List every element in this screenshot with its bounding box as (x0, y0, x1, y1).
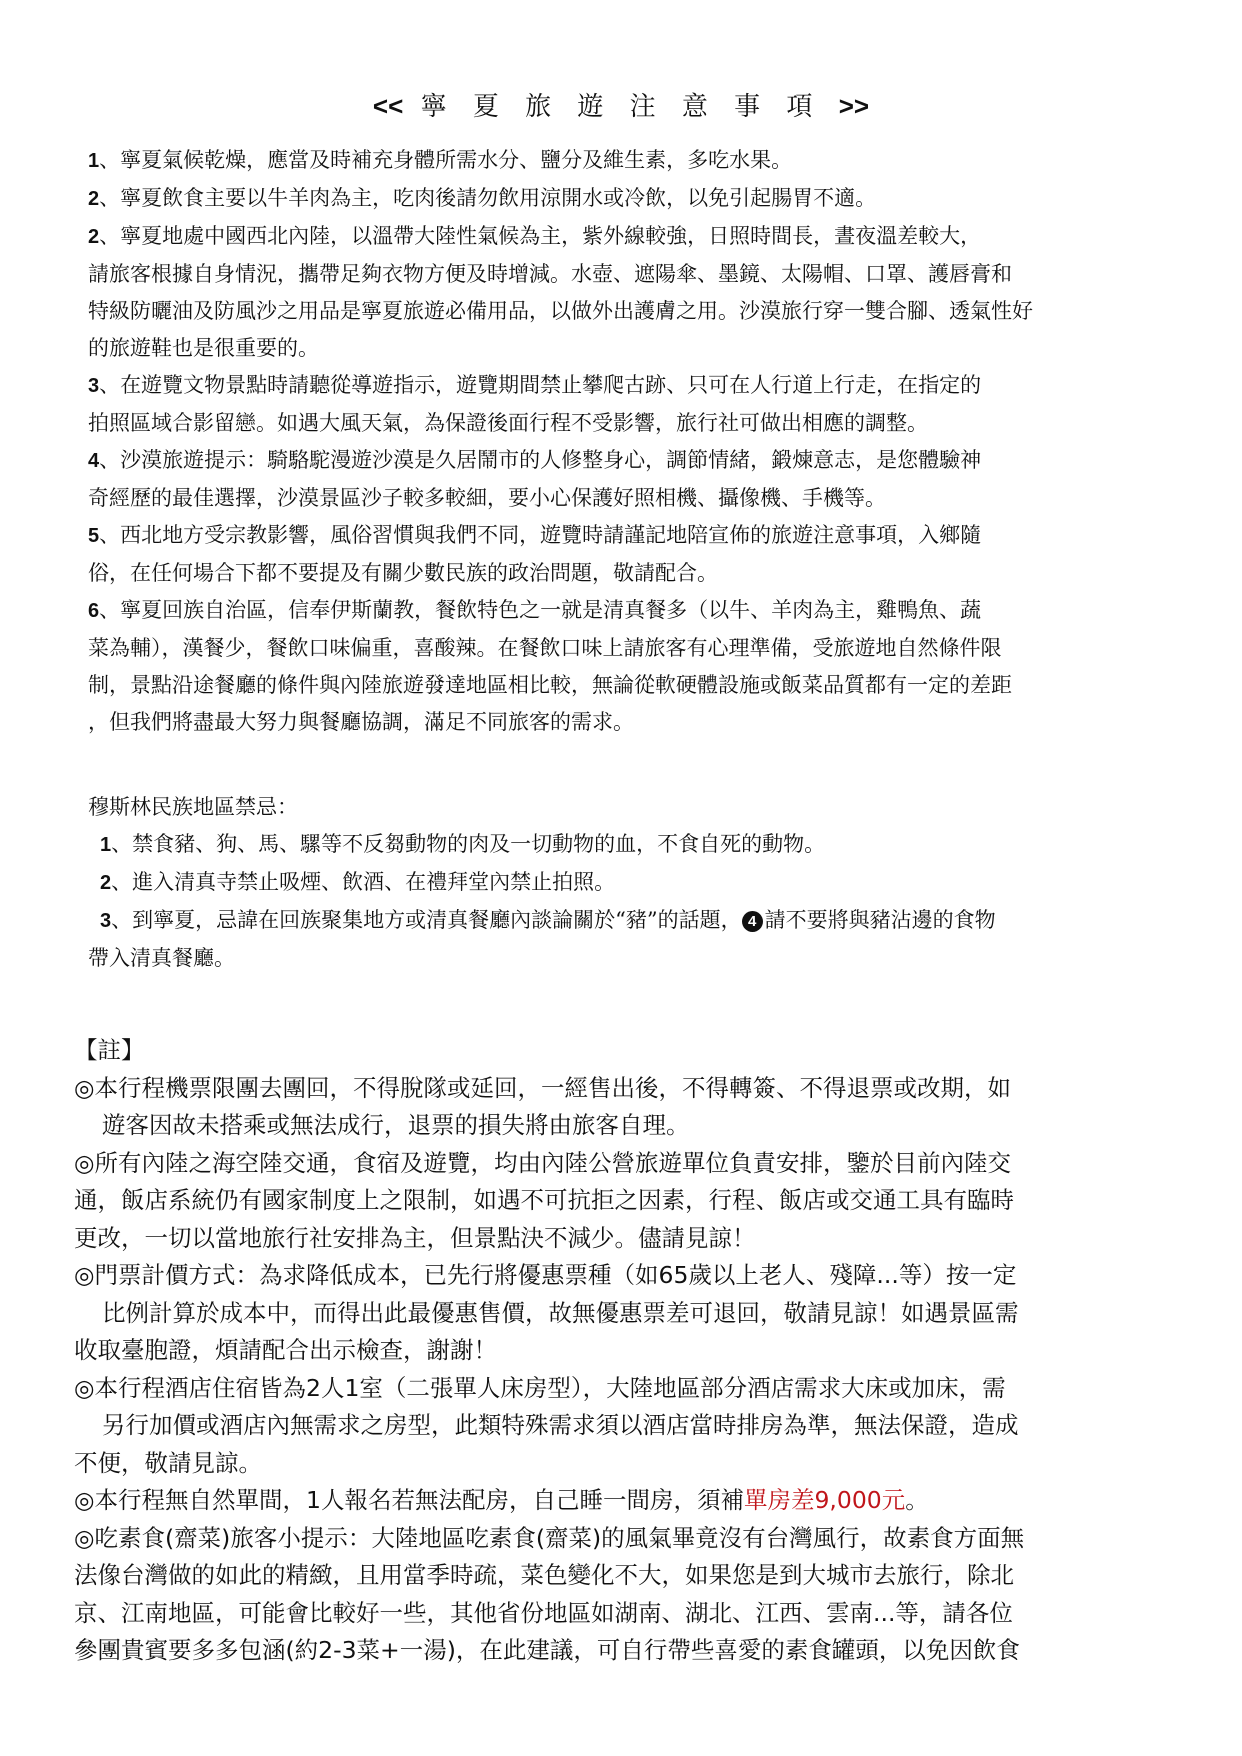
notice-number: 1 (88, 150, 100, 172)
remark-line: ◎所有內陸之海空陸交通，食宿及遊覽，均由內陸公營旅遊單位負責安排，鑒於目前內陸交 (74, 1148, 1012, 1177)
circled-number-badge: 4 (742, 911, 763, 932)
vegetarian-remark: ◎吃素食(齋菜)旅客小提示：大陸地區吃素食(齋菜)的風氣畢竟沒有台灣風行，故素食方面無 (74, 1523, 1025, 1552)
taboo-number: 3 (100, 910, 112, 932)
notice-continuation: 拍照區域合影留戀。如遇大風天氣，為保證後面行程不受影響，旅行社可做出相應的調整。 (88, 411, 928, 435)
notice-text: 、寧夏氣候乾燥，應當及時補充身體所需水分、鹽分及維生素，多吃水果。 (99, 148, 793, 172)
taboo-text-continued: 請不要將與豬沾邊的食物 (764, 908, 996, 932)
notice-item (88, 592, 1178, 630)
remark-line: 收取臺胞證，煩請配合出示檢查，謝謝！ (74, 1336, 497, 1364)
notice-number: 5 (88, 525, 100, 547)
taboo-text: 、到寧夏，忌諱在回族聚集地方或清真餐廳內談論關於“豬”的話題， (111, 908, 742, 932)
remark-line: ◎本行程機票限團去團回，不得脫隊或延回，一經售出後，不得轉簽、不得退票或改期，如 (74, 1073, 1012, 1102)
notice-continuation: 請旅客根據自身情況，攜帶足夠衣物方便及時增減。水壺、遮陽傘、墨鏡、太陽帽、口罩、護唇膏和 (88, 262, 1012, 286)
notice-number: 3 (88, 375, 100, 397)
taboo-item (88, 864, 1178, 902)
vegetarian-remark: 法像台灣做的如此的精緻，且用當季時疏，菜色變化不大，如果您是到大城市去旅行，除北 (74, 1561, 1014, 1589)
notice-continuation: 菜為輔），漢餐少，餐飲口味偏重，喜酸辣。在餐飲口味上請旅客有心理準備，受旅遊地自然條件限 (88, 636, 1002, 660)
taboo-number: 2 (100, 872, 112, 894)
notice-continuation: ，但我們將盡最大努力與餐廳協調，滿足不同旅客的需求。 (88, 710, 634, 734)
notice-continuation: 特級防曬油及防風沙之用品是寧夏旅遊必備用品，以做外出護膚之用。沙漠旅行穿一雙合腳、透氣性好 (88, 299, 1033, 323)
title-open-marker: << (372, 91, 404, 121)
travel-notices (88, 142, 1178, 977)
section-spacer (88, 741, 1178, 789)
remarks-heading: 【註】 (74, 1036, 145, 1064)
taboo-number: 1 (100, 834, 112, 856)
remark-line: 比例計算於成本中，而得出此最優惠售價，故無優惠票差可退回，敬請見諒！如遇景區需 (102, 1298, 1019, 1327)
notice-item (88, 517, 1178, 555)
taboo-text: 、禁食豬、狗、馬、騾等不反芻動物的肉及一切動物的血，不食自死的動物。 (111, 832, 826, 856)
single-room-text: ◎本行程無自然單間，1人報名若無法配房，自己睡一間房，須補 (74, 1486, 744, 1514)
notice-text: 、寧夏飲食主要以牛羊肉為主，吃肉後請勿飲用涼開水或冷飲，以免引起腸胃不適。 (99, 186, 877, 210)
single-room-remark (74, 1482, 1184, 1520)
muslim-heading: 穆斯林民族地區禁忌： (88, 795, 298, 819)
remark-line: ◎門票計價方式：為求降低成本，已先行將優惠票種（如65歲以上老人、殘障...等）按一定 (74, 1261, 1017, 1289)
taboo-item (88, 826, 1178, 864)
taboo-item (88, 902, 1178, 940)
remark-line: 不便，敬請見諒。 (74, 1448, 262, 1477)
notice-text: 、在遊覽文物景點時請聽從導遊指示，遊覽期間禁止攀爬古跡、只可在人行道上行走，在指定的 (99, 373, 982, 397)
remarks-section (74, 1032, 1184, 1670)
notice-item (88, 218, 1178, 256)
muslim-taboos (88, 789, 1178, 977)
notice-continuation: 的旅遊鞋也是很重要的。 (88, 336, 319, 360)
notice-number: 2 (88, 188, 100, 210)
notice-number: 4 (88, 450, 100, 472)
notice-continuation: 制，景點沿途餐廳的條件與內陸旅遊發達地區相比較，無論從軟硬體設施或飯菜品質都有一定的差距 (88, 673, 1012, 697)
notice-text: 、寧夏回族自治區，信奉伊斯蘭教，餐飲特色之一就是清真餐多（以牛、羊肉為主，雞鴨魚、蔬 (99, 598, 982, 622)
single-room-end: 。 (905, 1486, 929, 1514)
vegetarian-remark: 參團貴賓要多多包涵(約2-3菜+一湯)，在此建議，可自行帶些喜愛的素食罐頭，以免因飲食 (74, 1636, 1020, 1664)
notice-item (88, 442, 1178, 480)
single-room-supplement: 單房差9,000元 (743, 1486, 906, 1514)
taboo-continuation: 帶入清真餐廳。 (88, 946, 235, 970)
taboo-text: 、進入清真寺禁止吸煙、飲酒、在禮拜堂內禁止拍照。 (111, 870, 616, 894)
remark-line: 更改，一切以當地旅行社安排為主，但景點決不減少。儘請見諒！ (74, 1223, 756, 1252)
remark-line: 另行加價或酒店內無需求之房型，此類特殊需求須以酒店當時排房為準，無法保證，造成 (102, 1411, 1019, 1439)
notice-continuation: 俗，在任何場合下都不要提及有關少數民族的政治問題，敬請配合。 (88, 561, 718, 585)
remark-line: 遊客因故未搭乘或無法成行，退票的損失將由旅客自理。 (102, 1111, 690, 1139)
notice-item (88, 180, 1178, 218)
notice-number: 6 (88, 600, 100, 622)
remark-line: ◎本行程酒店住宿皆為2人1室（二張單人床房型），大陸地區部分酒店需求大床或加床，需 (74, 1373, 1006, 1402)
notice-number: 2 (88, 226, 100, 248)
page-title (0, 86, 1242, 123)
notice-text: 、沙漠旅遊提示：騎駱駝漫遊沙漠是久居鬧市的人修整身心，調節情緒，鍛煉意志，是您體驗神 (99, 448, 982, 472)
notice-continuation: 奇經歷的最佳選擇，沙漠景區沙子較多較細，要小心保護好照相機、攝像機、手機等。 (88, 486, 886, 510)
remark-line: 通，飯店系統仍有國家制度上之限制，如遇不可抗拒之因素，行程、飯店或交通工具有臨時 (74, 1186, 1014, 1214)
notice-item (88, 142, 1178, 180)
vegetarian-remark: 京、江南地區，可能會比較好一些，其他省份地區如湖南、湖北、江西、雲南...等，請各位 (74, 1598, 1013, 1627)
notice-item (88, 367, 1178, 405)
title-text: 寧 夏 旅 遊 注 意 事 項 (420, 92, 822, 122)
notice-text: 、寧夏地處中國西北內陸，以溫帶大陸性氣候為主，紫外線較強，日照時間長，晝夜溫差較大， (99, 224, 982, 248)
notice-text: 、西北地方受宗教影響，風俗習慣與我們不同，遊覽時請謹記地陪宣佈的旅遊注意事項，入鄉隨 (99, 523, 982, 547)
title-close-marker: >> (838, 91, 870, 121)
